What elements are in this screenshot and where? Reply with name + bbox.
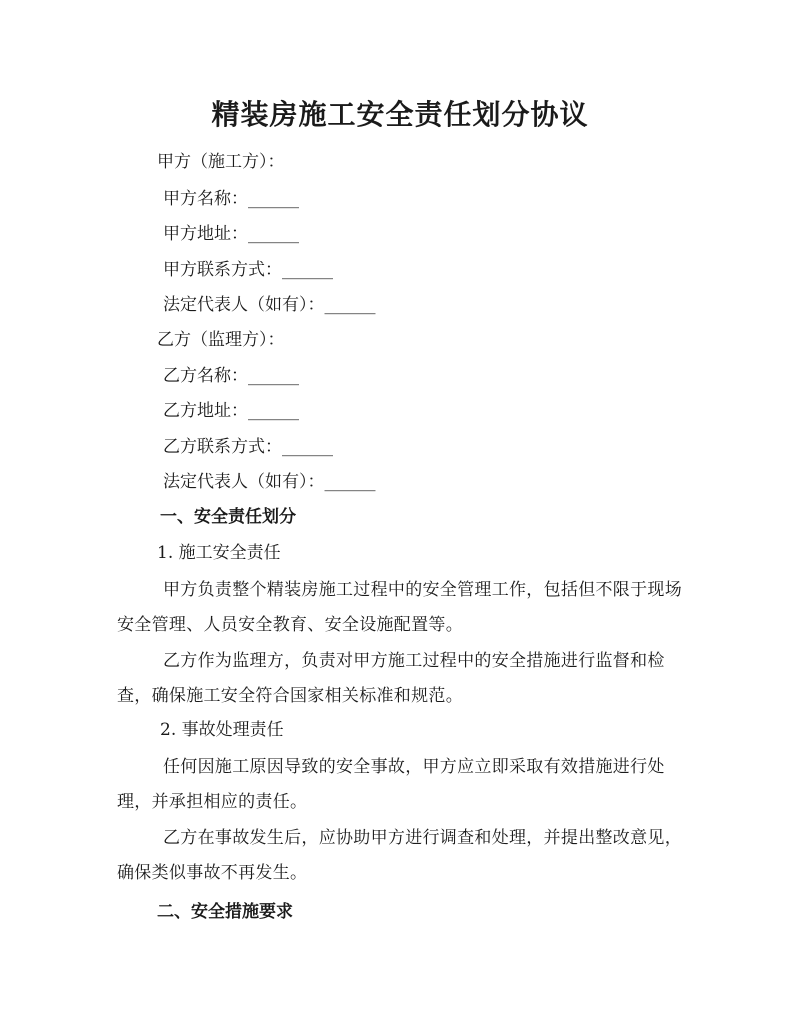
- party-b-representative: 法定代表人（如有）：______: [163, 472, 376, 492]
- section1-sub2-para1: 任何因施工原因导致的安全事故，甲方应立即采取有效措施进行处理，并承担相应的责任。: [117, 757, 665, 812]
- party-a-heading: 甲方（施工方）：: [157, 152, 285, 172]
- party-a-contact: 甲方联系方式：______: [163, 260, 333, 280]
- section1-sub2-para2: 乙方在事故发生后，应协助甲方进行调查和处理，并提出整改意见，确保类似事故不再发生。: [117, 828, 682, 883]
- section1-heading: 一、安全责任划分: [160, 507, 296, 527]
- document-title: 精装房施工安全责任划分协议: [211, 98, 589, 131]
- section1-sub2-heading: 2. 事故处理责任: [160, 720, 284, 740]
- party-b-name: 乙方名称：______: [163, 366, 299, 386]
- party-b-address: 乙方地址：______: [163, 401, 299, 421]
- section2-heading: 二、安全措施要求: [157, 902, 293, 922]
- party-a-name: 甲方名称：______: [163, 189, 299, 209]
- party-b-contact: 乙方联系方式：______: [163, 437, 333, 457]
- party-a-representative: 法定代表人（如有）：______: [163, 295, 376, 315]
- party-b-heading: 乙方（监理方）：: [157, 330, 285, 350]
- section1-sub1-para2: 乙方作为监理方，负责对甲方施工过程中的安全措施进行监督和检查，确保施工安全符合国家相关标准和规范。: [117, 651, 665, 706]
- section1-sub1-para1: 甲方负责整个精装房施工过程中的安全管理工作，包括但不限于现场安全管理、人员安全教育、安全设施配置等。: [117, 580, 682, 635]
- section1-sub1-heading: 1. 施工安全责任: [157, 543, 281, 563]
- party-a-address: 甲方地址：______: [163, 224, 299, 244]
